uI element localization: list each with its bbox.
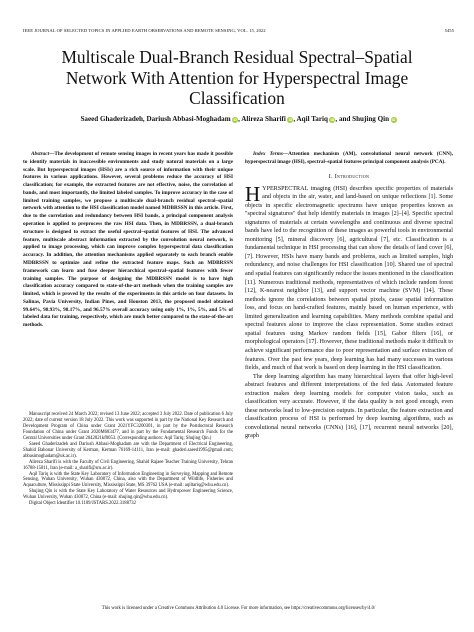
intro-paragraph-2: The deep learning algorithm has many hierarchical layers that offer high-level abstract features and different interpretations of the fed data. Automated feature extraction makes deep learning models for computer vision tasks, such as classification very accurate. However, if the data quality is not good enough, even these networks lead to low-precision outputs. In particular, the feature extraction and classification process of HSI is performed by deep learning algorithms, such as convolutional neural networks (CNNs) [16], [17], recurrent neural networks [20], graph — [245, 373, 453, 440]
first-word: YPERSPECTRAL — [262, 185, 309, 192]
author-name: Shujing Qin — [352, 115, 390, 123]
orcid-icon[interactable]: iD — [391, 118, 396, 122]
author-separator: , — [142, 115, 147, 123]
index-terms-label: Index Terms — [253, 151, 283, 157]
footnote-paragraph: Alireza Sharifi is with the Faculty of Civil Engineering, Shahid Rajaee Teacher Training University, Tehran 16788-15811, Iran (e-mail: a_sharifi@sru.ac.ir). — [23, 459, 233, 471]
author-name: Alireza Sharifi — [241, 115, 286, 123]
footnotes — [23, 412, 233, 507]
intro-paragraph-1 — [245, 181, 453, 373]
author-name: Saeed Ghaderizadeh — [80, 115, 143, 123]
author-list — [23, 115, 454, 124]
orcid-icon[interactable]: iD — [330, 118, 335, 122]
left-column — [23, 151, 233, 330]
author-name: Aqil Tariq — [296, 115, 328, 123]
abstract-text: —The development of remote sensing images in recent years has made it possible to identify materials in inaccessible environments and study natural materials on a large scale. But hyperspectral images (HSIs) are a rich source of information with their unique features in various applications. However, several problems reduce the accuracy of HSI classification; for example, the extracted features are not effective, noise, the correlation of bands, and most importantly, the limited labeled samples. To improve accuracy in the case of limited training samples, we propose a multiscale dual-branch residual spectral–spatial network with attention to the HSI classification model named MDBRSSN in this article. First, due to the correlation and redundancy between HSI bands, a principal component analysis operation is applied to preprocess the raw HSI data. Then, in MDBRSSN, a dual-branch structure is designed to extract the useful spectral–spatial features of HSI. The advanced feature, multiscale abstract information extracted by the convolution neural network, is applied to image processing, which can improve complex hyperspectral data classification accuracy. In addition, the attention mechanisms applied separately to each branch enable MDBRSSN to optimize and refine the extracted feature maps. Such an MDBRSSN framework can learn and fuse deeper hierarchical spectral–spatial features with fewer training samples. The purpose of designing the MDBRSSN model is to have high classification accuracy compared to state-of-the-art methods when the training samples are limited, which is proved by the results of the experiments in this article on four datasets. In Salinas, Pavia University, Indian Pines, and Houston 2013, the proposed model obtained 99.64%, 98.93%, 98.17%, and 96.57% overall accuracy using only 1%, 1%, 5%, and 5% of labeled data for training, respectively, which are much better compared to the state-of-the-art methods. — [23, 151, 233, 329]
orcid-icon[interactable]: iD — [233, 118, 237, 122]
license-notice: This work is licensed under a Creative Commons Attribution 4.0 License. For more information, see https://creativecommons.org/licenses/by/4.0/ — [101, 606, 376, 611]
page-number: 5455 — [444, 28, 454, 33]
section-heading-introduction: I. Introduction — [328, 173, 370, 180]
footnote-paragraph: Manuscript received 24 March 2022; revised 13 June 2022; accepted 3 July 2022. Date of publication 6 July 2022; date of current version 18 July 2022. This work was supported in part by the National Key Research and Development Program of China under Grant 2021YFC3200301, in part by the Postdoctoral Research Foundation of China under Grant 2020M683477, and in part by the Fundamental Research Funds for the Central Universities under Grant 2042021kf0053. (Corresponding authors: Aqil Tariq; Shujing Qin.) — [23, 412, 233, 441]
footnote-paragraph: Digital Object Identifier 10.1109/JSTARS.2022.3188732 — [29, 501, 136, 507]
author-separator: , — [238, 115, 242, 123]
index-terms — [245, 151, 453, 167]
orcid-icon[interactable]: iD — [288, 118, 293, 122]
running-head — [23, 27, 454, 35]
right-column — [245, 151, 453, 441]
author-separator: , — [293, 115, 297, 123]
paper-title: Multiscale Dual-Branch Residual Spectral–Spatial Network With Attention for Hyperspectral Image Classification — [61, 47, 413, 108]
abstract-label: Abstract — [31, 151, 50, 157]
footnote-paragraph: Aqil Tariq is with the State Key Laboratory of Information Engineering in Surveying, Mapping and Remote Sensing, Wuhan University, Wuhan 430072, China, also with the Department of Wildlife, Fisheries and Aquaculture, Mississippi State University, Mississippi State, MS 39762 USA (e-mail: aqiltariq@whu.edu.cn). — [23, 471, 233, 489]
abstract — [23, 151, 233, 330]
journal-name: IEEE JOURNAL OF SELECTED TOPICS IN APPLIED EARTH OBSERVATIONS AND REMOTE SENSING, VOL. 15, 2022 — [23, 28, 266, 33]
drop-cap: H — [245, 181, 261, 206]
author-separator: , and — [335, 115, 353, 123]
footnote-paragraph: Shujing Qin is with the State Key Laboratory of Water Resources and Hydropower Engineering Science, Wuhan University, Wuhan 430072, China (e-mail: shujing.qin@whu.edu.cn). — [23, 489, 233, 501]
index-terms-text: —Attention mechanism (AM), convolutional neural network (CNN), hyperspectral image (HSI), spectral–spatial features principal component analysis (PCA). — [245, 151, 453, 165]
footnote-paragraph: Saeed Ghaderizadeh and Dariush Abbasi-Moghadam are with the Department of Electrical Engineering, Shahid Bahonar University of Kerman, Kerman 76169-14111, Iran (e-mail: ghaderi.saeed1995@gmail.com; abbasimoghadam@uk.ac.ir). — [23, 441, 233, 459]
intro-paragraph-1-text: imaging (HSI) describes specific properties of materials and objects in the air, water, and land-based on unique reflections [1]. Some objects in specific electromagnetic spectrums have unique properties known as "spectral signatures" that help identify materials in images [2]–[4]. Specific spectral signatures of materials at certain wavelengths and continuous and diverse spectral bands have led to the recognition of these images as powerful tools in environmental monitoring [5], mineral discovery [6], agricultural [7], etc. Classification is a fundamental technique in HSI processing that can show the details of land cover [6], [7]. However, HSIs have many bands and problems, such as limited samples, high redundancy, and noise challenges for HSI classification [10]. Shared use of spectral and spatial features can significantly reduce the issues mentioned in the classification [11]. Numerous traditional methods, representatives of which include random forest [12], K-nearest neighbor [13], and support vector machine (SVM) [14]. These methods ignore the correlations between spatial pixels, cause spatial information loss, and focus on hand-crafted features, mainly based on human experience, with limited generalization and learning capabilities. Many methods combine spatial and spectral features alone to improve the class representation. Some studies extract spatial features using Markov random fields [15], Gabor filters [16], or morphological operators [17]. However, these traditional methods make it difficult to achieve significant performance due to poor representation and surface extraction of features. Over the past few years, deep learning has had many successes in various fields, and much of that work is based on deep learning in the HSI classification. — [245, 185, 453, 372]
author-name: Dariush Abbasi-Moghadam — [146, 115, 231, 123]
